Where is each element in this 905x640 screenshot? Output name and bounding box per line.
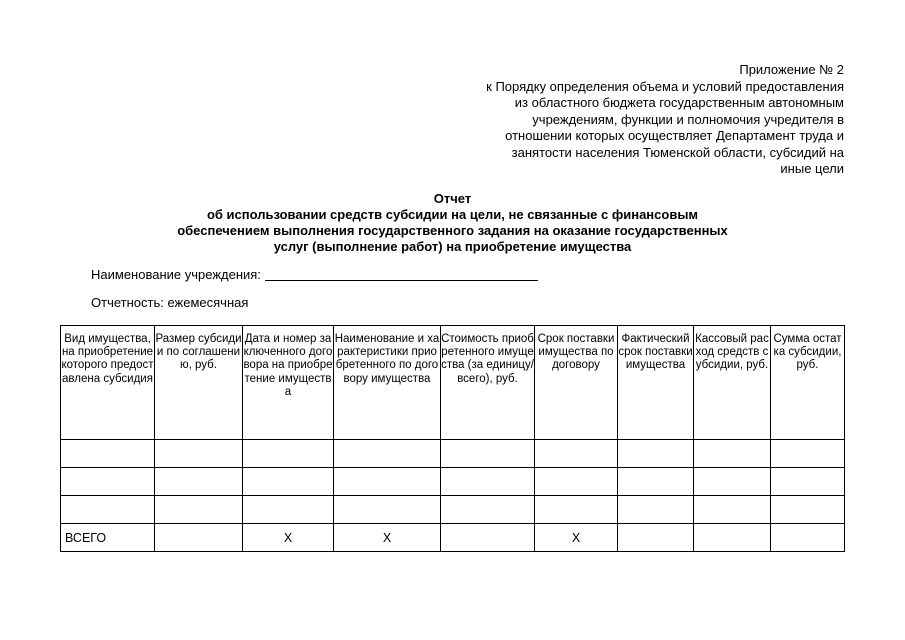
table-cell <box>694 440 771 468</box>
table-cell <box>771 496 845 524</box>
column-header: Стоимость приобретенного имущества (за единицу/всего), руб. <box>441 326 535 440</box>
table-cell <box>441 440 535 468</box>
table-cell: Х <box>334 524 441 552</box>
table-cell <box>771 440 845 468</box>
column-header: Размер субсидии по соглашению, руб. <box>155 326 243 440</box>
table-cell <box>61 468 155 496</box>
title-line: обеспечением выполнения государственного задания на оказание государственных <box>177 223 728 238</box>
report-table <box>60 325 845 552</box>
report-title <box>0 191 905 255</box>
title-line: Отчет <box>433 191 472 206</box>
table-cell <box>618 496 694 524</box>
table-cell <box>155 524 243 552</box>
table-cell <box>243 496 334 524</box>
title-line: об использовании средств субсидии на цели, не связанные с финансовым <box>206 207 699 222</box>
table-cell <box>155 496 243 524</box>
table-cell <box>155 468 243 496</box>
annex-line: учреждениям, функции и полномочия учредителя в <box>532 111 844 127</box>
total-label-cell: ВСЕГО <box>61 524 155 552</box>
table-cell <box>535 468 618 496</box>
table-total-row <box>61 524 845 552</box>
annex-line: Приложение № 2 <box>739 62 844 77</box>
column-header: Фактический срок поставки имущества <box>618 326 694 440</box>
table-cell <box>694 468 771 496</box>
table-row <box>61 496 845 524</box>
column-header: Дата и номер заключенного договора на приобретение имущества <box>243 326 334 440</box>
table-row <box>61 440 845 468</box>
column-header: Срок поставки имущества по договору <box>535 326 618 440</box>
table-cell <box>61 496 155 524</box>
table-cell <box>61 440 155 468</box>
table-cell <box>618 524 694 552</box>
table-cell <box>334 440 441 468</box>
table-cell <box>535 440 618 468</box>
table-cell <box>334 468 441 496</box>
table-cell <box>155 440 243 468</box>
title-line: услуг (выполнение работ) на приобретение имущества <box>273 239 632 254</box>
table-cell <box>618 468 694 496</box>
table-cell <box>334 496 441 524</box>
annex-header <box>424 62 844 178</box>
annex-line: иные цели <box>780 161 844 176</box>
column-header: Вид имущества, на приобретение которого предоставлена субсидия <box>61 326 155 440</box>
table-cell <box>694 524 771 552</box>
table-cell <box>771 524 845 552</box>
table-cell <box>618 440 694 468</box>
institution-label: Наименование учреждения: <box>91 267 261 282</box>
annex-line: отношении которых осуществляет Департамент труда и <box>505 128 844 143</box>
institution-name-field <box>91 267 538 282</box>
table-cell <box>535 496 618 524</box>
table-cell <box>243 468 334 496</box>
table-cell <box>771 468 845 496</box>
table-cell <box>694 496 771 524</box>
table-row <box>61 468 845 496</box>
table-cell <box>441 468 535 496</box>
table-cell: Х <box>243 524 334 552</box>
table-cell <box>441 524 535 552</box>
reporting-frequency: Отчетность: ежемесячная <box>91 295 249 310</box>
column-header: Сумма остатка субсидии, руб. <box>771 326 845 440</box>
column-header: Наименование и характеристики приобретенного по договору имущества <box>334 326 441 440</box>
table-header-row <box>61 326 845 440</box>
annex-line: занятости населения Тюменской области, субсидий на <box>511 144 844 160</box>
table-cell <box>243 440 334 468</box>
column-header: Кассовый расход средств субсидии, руб. <box>694 326 771 440</box>
annex-line: из областного бюджета государственным автономным <box>514 95 844 110</box>
table-cell <box>441 496 535 524</box>
table-cell: Х <box>535 524 618 552</box>
institution-blank-line <box>265 267 538 281</box>
annex-line: к Порядку определения объема и условий предоставления <box>486 78 844 94</box>
